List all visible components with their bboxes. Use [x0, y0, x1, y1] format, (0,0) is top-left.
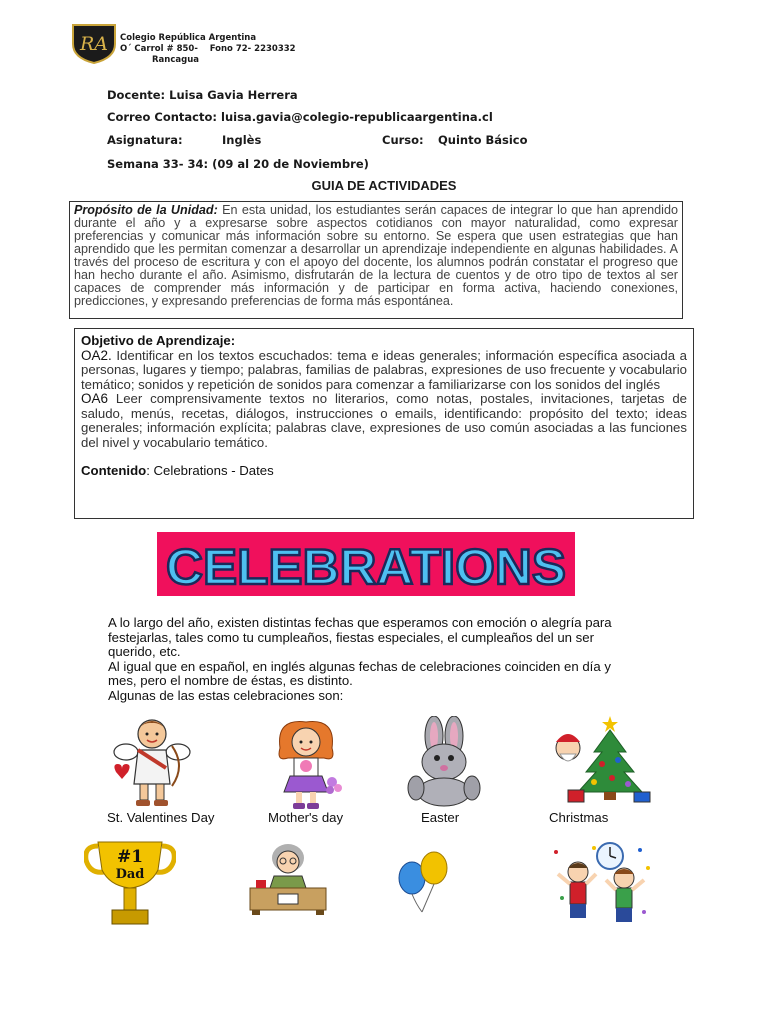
docente-line: [107, 88, 298, 102]
oa6-code: OA6: [81, 391, 109, 406]
docente-value: Luisa Gavia Herrera: [169, 88, 298, 102]
objetivo-title: Objetivo de Aprendizaje:: [81, 333, 236, 348]
objetivo-box: [74, 328, 694, 519]
school-address: O´ Carrol # 850- Fono 72- 2230332: [120, 44, 296, 54]
correo-value: luisa.gavia@colegio-republicaargentina.cl: [221, 110, 493, 124]
docente-label: Docente:: [107, 88, 166, 102]
svg-text:#1: #1: [116, 847, 144, 867]
balloons-icon: [394, 848, 454, 914]
school-crest-logo: [70, 22, 118, 64]
contenido-label: Contenido: [81, 463, 147, 478]
proposito-box: [69, 201, 683, 319]
caption-valentines: St. Valentines Day: [107, 810, 215, 825]
school-name: Colegio República Argentina: [120, 33, 257, 43]
school-info: [120, 33, 296, 66]
new-year-kids-icon: [548, 838, 654, 930]
intro-paragraph-3: Algunas de las estas celebraciones son:: [108, 687, 344, 703]
caption-christmas: Christmas: [549, 810, 609, 825]
page-title: GUIA DE ACTIVIDADES: [311, 178, 457, 193]
school-city: Rancagua: [152, 55, 199, 65]
svg-text:Dad: Dad: [115, 867, 145, 882]
proposito-text: En esta unidad, los estudiantes serán capaces de integrar lo que han aprendido durante el año y a expresarse sobre aspectos cotidianos con mayor naturalidad, como expresar preferencias y comunicar más información sobre su entorno. Se espera que usen estrategias que han aprendido que les permitan comenzar a desarrollar un aprendizaje independiente en algunas habilidades. A través del proceso de escritura y con el apoyo del docente, los alumnos podrán constatar el progreso que han hecho durante el año. Asimismo, disfrutarán de la lectura de cuentos y de otro tipo de textos al ser capaces de comprender más información y de participar en forma activa, haciendo conexiones, predicciones, y expresando preferencias de forma más espontánea.: [74, 203, 678, 308]
curso-value: Quinto Básico: [438, 133, 528, 147]
cupid-icon: [112, 716, 192, 808]
contenido-value: : Celebrations - Dates: [146, 463, 274, 478]
christmas-tree-icon: [548, 712, 660, 804]
asignatura-value: Inglès: [222, 133, 262, 147]
intro-text: [108, 616, 636, 703]
proposito-label: Propósito de la Unidad:: [74, 203, 218, 217]
asignatura-label: Asignatura:: [107, 133, 183, 147]
oa2-text: Identificar en los textos escuchados: tema e ideas generales; información específica asociada a personas, lugares y tiempo; palabras, familias de palabras, expresiones de uso frecuente y vocabulario temático; sonidos y repetición de sonidos para comenzar a familiarizarse con los sonidos del inglés: [81, 347, 687, 392]
correo-label: Correo Contacto:: [107, 110, 217, 124]
caption-easter: Easter: [421, 810, 460, 825]
semana-line: Semana 33- 34: (09 al 20 de Noviembre): [107, 157, 369, 171]
teacher-desk-icon: [246, 842, 330, 916]
caption-mothers-day: Mother's day: [268, 810, 344, 825]
curso-label: Curso:: [382, 133, 424, 147]
intro-paragraph-2: Al igual que en español, en inglés algunas fechas de celebraciones coinciden en día y mes, pero el nombre de éstas, es distinto.: [108, 658, 611, 688]
oa6-text: Leer comprensivamente textos no literarios, como notas, postales, invitaciones, tarjetas de saludo, menús, recetas, diálogos, instrucciones o emails, identificando: propósito del texto; ideas generales; información explícita; palabras clave, expresiones de uso común asociadas a las funciones del nivel y vocabulario temático.: [81, 391, 687, 450]
dad-trophy-icon: [84, 840, 176, 928]
girl-with-flowers-icon: [266, 718, 346, 810]
intro-paragraph-1: A lo largo del año, existen distintas fechas que esperamos con emoción o alegría para festejarlas, tales como tu cumpleaños, fiestas especiales, el cumpleaños del un ser querido, etc.: [108, 615, 612, 659]
bunny-icon: [400, 716, 486, 808]
oa2-code: OA2.: [81, 347, 112, 363]
svg-text:RA: RA: [79, 33, 109, 55]
celebrations-banner: [157, 532, 575, 596]
correo-line: [107, 110, 493, 124]
banner-text: CELEBRATIONS: [166, 539, 566, 595]
